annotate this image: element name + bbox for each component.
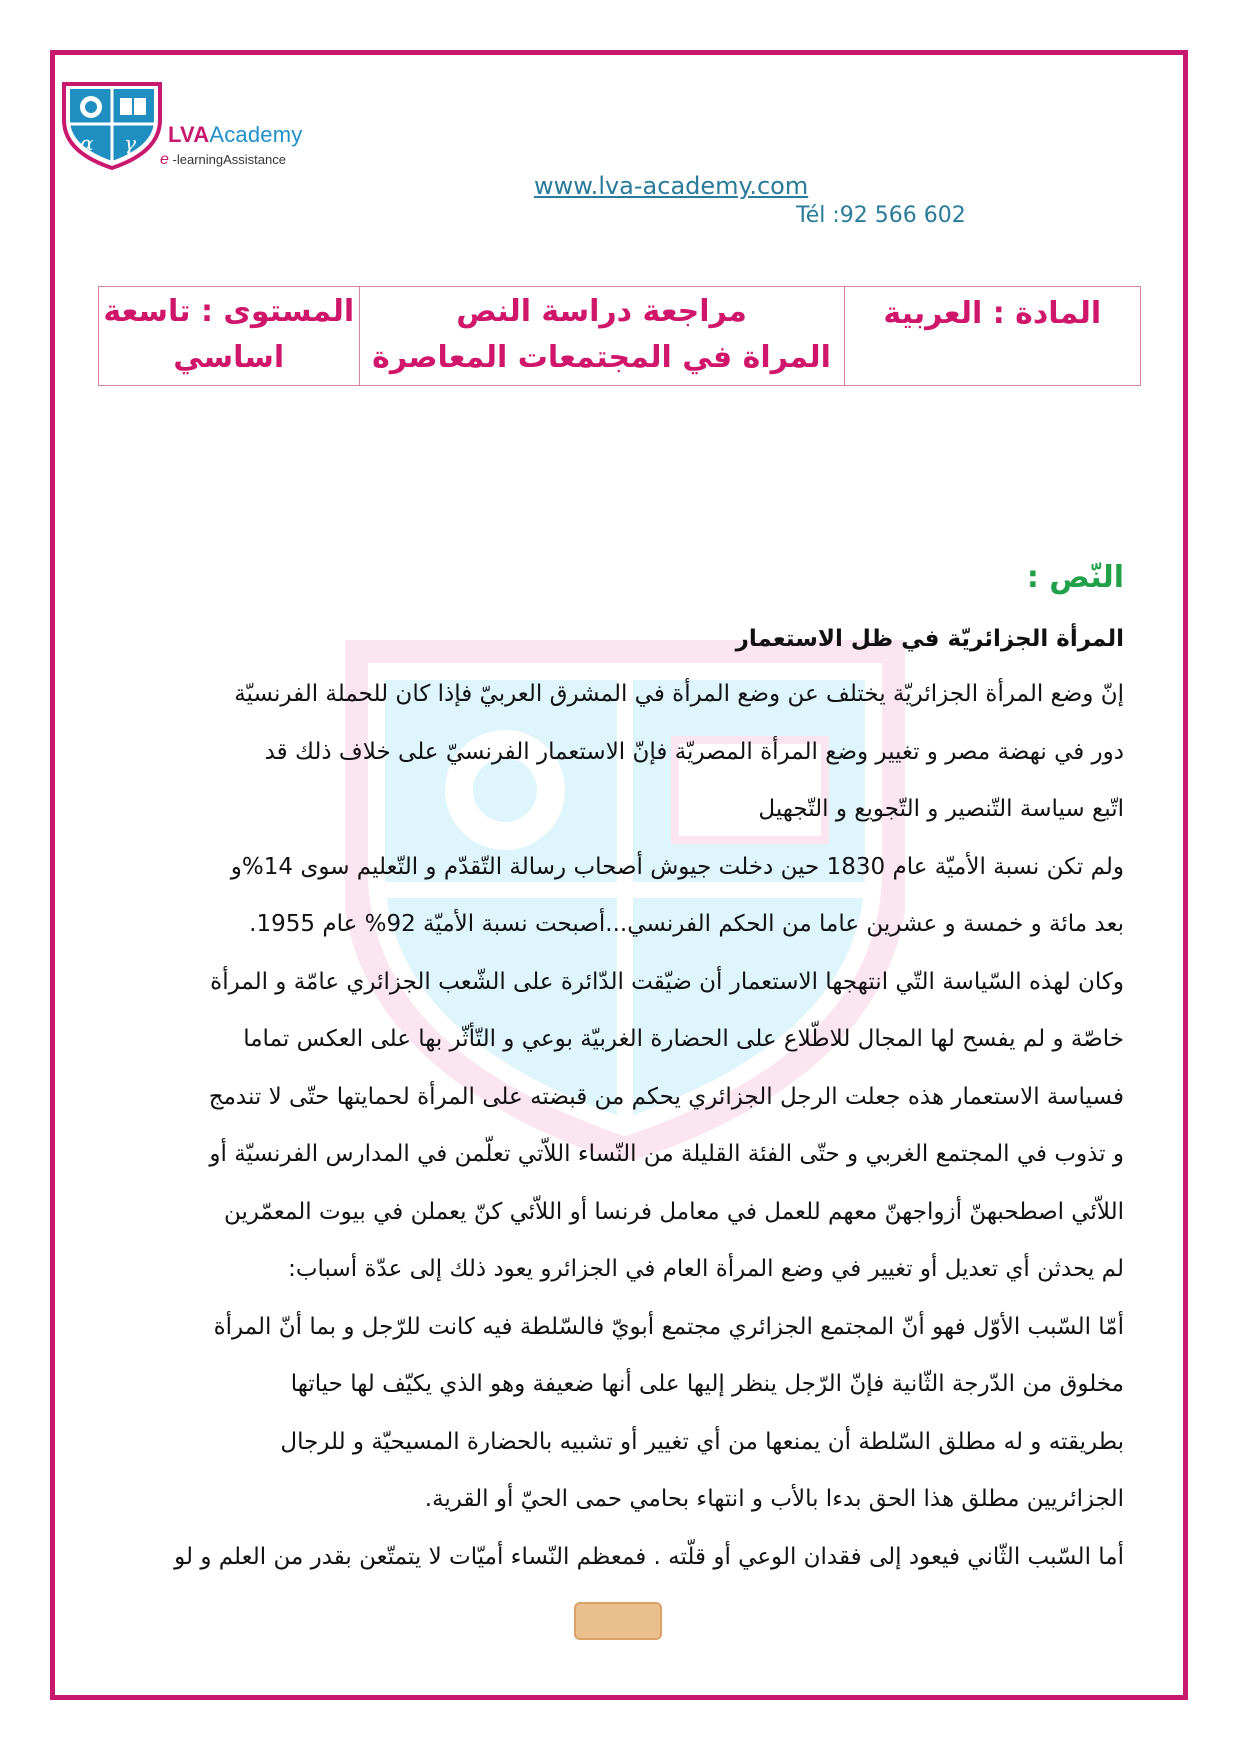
text-line: أما السّبب الثّاني فيعود إلى فقدان الوعي أو قلّته . فمعظم النّساء أميّات لا يتمتّعن بقدر من العلم و لو <box>174 1543 1124 1570</box>
text-line: إنّ وضع المرأة الجزائريّة يختلف عن وضع المرأة في المشرق العربيّ فإذا كان للحملة الفرنسيّة <box>234 681 1124 707</box>
text-line: و تذوب في المجتمع الغربي و حتّى الفئة القليلة من النّساء اللاّتي تعلّمن في المدارس الفرنسيّة أو <box>209 1141 1124 1167</box>
text-heading: النّص : <box>1026 560 1124 595</box>
brand-block <box>160 122 303 169</box>
text-line: دور في نهضة مصر و تغيير وضع المرأة المصريّة فإنّ الاستعمار الفرنسيّ على خلاف ذلك قد <box>264 738 1124 765</box>
text-line: مخلوق من الدّرجة الثّانية فإنّ الرّجل ينظر إليها على أنها ضعيفة وهو الذي يكيّف لها حياتها <box>290 1371 1124 1397</box>
text-line: ولم تكن نسبة الأميّة عام 1830 حين دخلت جيوش أصحاب رسالة التّقدّم و التّعليم سوى 14%و <box>230 853 1124 880</box>
text-line: اتّبع سياسة التّنصير و التّجويع و التّجهيل <box>758 796 1124 822</box>
text-line: اللاّئي اصطحبهنّ أزواجهنّ معهم للعمل في معامل فرنسا أو اللاّئي كنّ يعملن في بيوت المعمّرين <box>223 1198 1124 1225</box>
article-title: المرأة الجزائريّة في ظل الاستعمار <box>735 626 1124 652</box>
subject-cell <box>844 287 1140 385</box>
level-cell <box>99 287 359 385</box>
svg-text:γ: γ <box>124 131 136 155</box>
website-link[interactable]: www.lva-academy.com <box>534 172 809 200</box>
level-label: المستوى : تاسعة <box>103 294 355 329</box>
page-number-tab <box>574 1602 662 1640</box>
lesson-title-line1: مراجعة دراسة النص <box>456 294 747 329</box>
text-line: بطريقته و له مطلق السّلطة أن يمنعها من أي تغيير أو تشبيه بالحضارة المسيحيّة و للرجال <box>280 1428 1124 1455</box>
article-body <box>110 616 1124 1586</box>
level-value: اساسي <box>173 340 285 375</box>
text-line: خاصّة و لم يفسح لها المجال للاطّلاع على الحضارة الغربيّة بوعي و التّأثّر بها على العكس تماما <box>243 1026 1124 1052</box>
title-cell <box>359 287 844 385</box>
text-line: الجزائريين مطلق هذا الحق بدءا بالأب و انتهاء بحامي حمى الحيّ أو القرية. <box>424 1486 1124 1512</box>
text-line: أمّا السّبب الأوّل فهو أنّ المجتمع الجزائري مجتمع أبويّ فالسّلطة فيه كانت للرّجل و بما أنّ المرأة <box>213 1313 1124 1340</box>
phone-number: Tél :92 566 602 <box>796 203 966 228</box>
text-line: بعد مائة و خمسة و عشرين عاما من الحكم الفرنسي...أصبحت نسبة الأميّة 92% عام 1955. <box>249 911 1124 937</box>
lesson-title-line2: المراة في المجتمعات المعاصرة <box>372 340 831 375</box>
brand-name: LVAAcademy <box>168 122 303 147</box>
text-line: وكان لهذه السّياسة التّي انتهجها الاستعمار أن ضيّقت الدّائرة على الشّعب الجزائري عامّة و المرأة <box>210 968 1124 995</box>
text-line: لم يحدثن أي تعديل أو تغيير في وضع المرأة العام في الجزائرو يعود ذلك إلى عدّة أسباب: <box>288 1256 1124 1282</box>
header-table <box>98 286 1141 386</box>
lva-academy-logo <box>58 80 166 170</box>
svg-text:α: α <box>80 131 94 155</box>
text-line: فسياسة الاستعمار هذه جعلت الرجل الجزائري يحكم من قبضته على المرأة لحمايتها حتّى لا تندمج <box>208 1083 1124 1110</box>
brand-subtitle: e -learningAssistance <box>160 151 286 168</box>
subject-label: المادة : العربية <box>883 296 1102 331</box>
